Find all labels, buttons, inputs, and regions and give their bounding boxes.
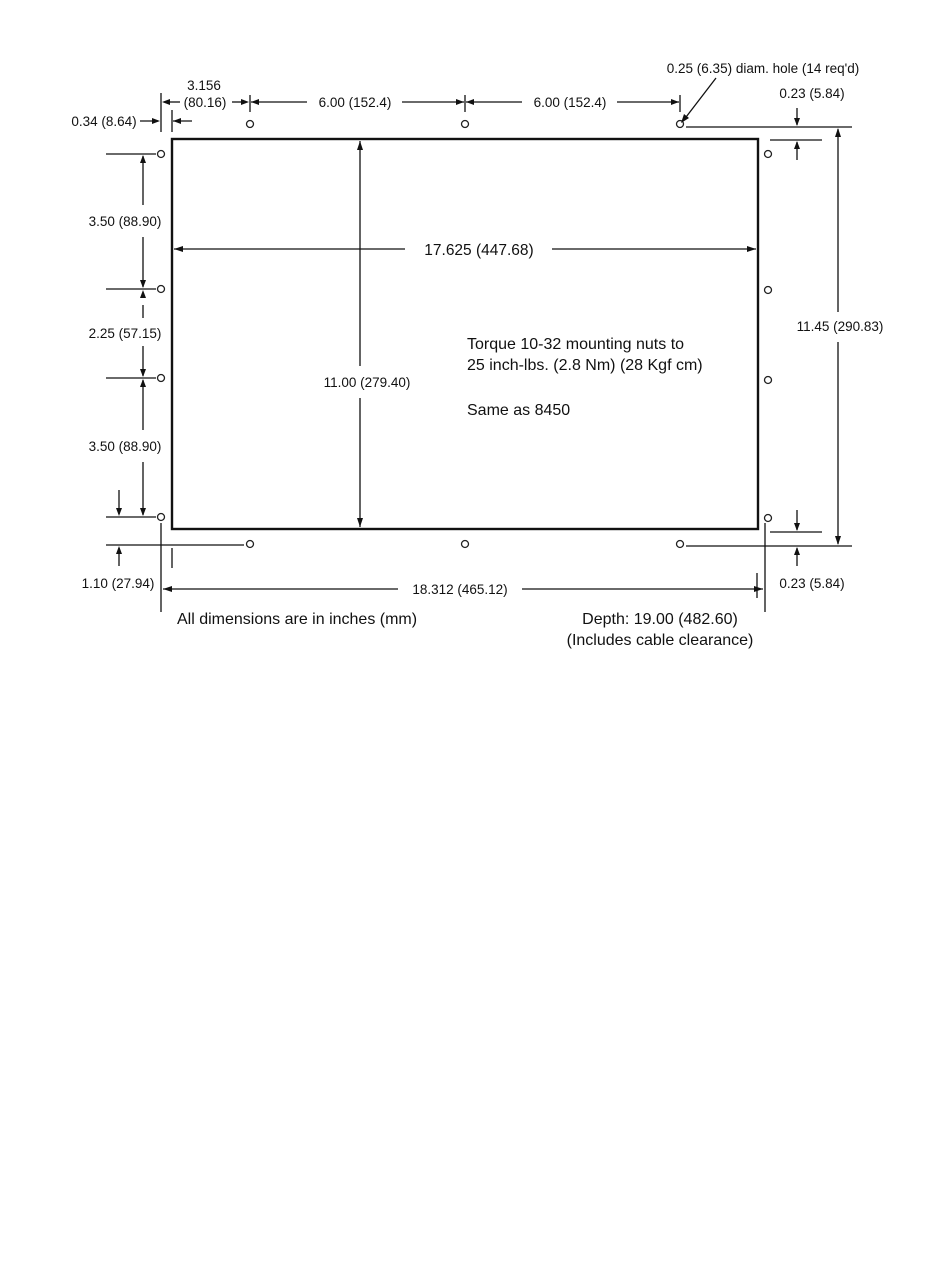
mounting-holes: [158, 121, 772, 548]
hole-note-label: 0.25 (6.35) diam. hole (14 req'd): [666, 61, 860, 76]
units-note: All dimensions are in inches (mm): [177, 611, 418, 628]
right-bottom-offset-label: 0.23 (5.84): [779, 576, 845, 591]
overall-width-label: 18.312 (465.12): [412, 582, 508, 597]
notes: [177, 336, 753, 649]
depth-note-line1: Depth: 19.00 (482.60): [582, 611, 738, 628]
cutout-height-label: 11.00 (279.40): [323, 375, 411, 390]
mounting-hole: [158, 151, 165, 158]
top-spacing-label-1: 6.00 (152.4): [318, 95, 392, 110]
left-spacing-label-3: 3.50 (88.90): [88, 439, 162, 454]
mounting-hole: [158, 286, 165, 293]
torque-note-line1: Torque 10-32 mounting nuts to: [467, 336, 685, 353]
left-spacing-label-2: 2.25 (57.15): [88, 326, 162, 341]
bottom-left-offset-label: 1.10 (27.94): [81, 576, 155, 591]
mounting-hole: [462, 541, 469, 548]
mounting-hole: [247, 121, 254, 128]
top-offset-label-mm: (80.16): [183, 95, 227, 110]
mounting-hole: [158, 514, 165, 521]
left-spacing-label-1: 3.50 (88.90): [88, 214, 162, 229]
top-spacing-label-2: 6.00 (152.4): [533, 95, 607, 110]
torque-note-line2: 25 inch-lbs. (2.8 Nm) (28 Kgf cm): [467, 357, 703, 374]
left-offset-label: 0.34 (8.64): [71, 114, 137, 129]
cutout-outline: [172, 139, 758, 529]
top-offset-label-inches: 3.156: [187, 78, 221, 93]
mounting-hole: [765, 515, 772, 522]
depth-note-line2: (Includes cable clearance): [566, 632, 754, 649]
mounting-hole: [765, 151, 772, 158]
mounting-hole: [158, 375, 165, 382]
right-top-offset-label: 0.23 (5.84): [779, 86, 845, 101]
dimension-labels: [71, 61, 883, 597]
mounting-hole: [247, 541, 254, 548]
same-as-note: Same as 8450: [467, 402, 571, 419]
cutout-width-label: 17.625 (447.68): [424, 242, 534, 259]
mounting-hole: [677, 541, 684, 548]
mounting-hole: [765, 377, 772, 384]
mounting-hole: [765, 287, 772, 294]
overall-height-label: 11.45 (290.83): [796, 319, 884, 334]
mounting-hole: [462, 121, 469, 128]
